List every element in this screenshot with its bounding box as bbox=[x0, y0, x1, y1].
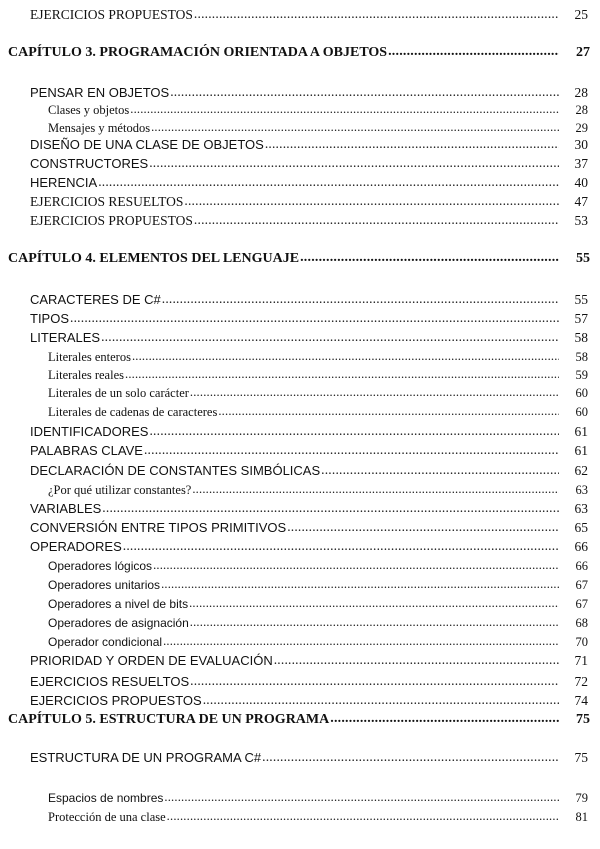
toc-entry-title: CAPÍTULO 3. PROGRAMACIÓN ORIENTADA A OBJETOS bbox=[8, 45, 388, 60]
toc-entry-page-number: 71 bbox=[574, 653, 588, 668]
toc-entry-title: PRIORIDAD Y ORDEN DE EVALUACIÓN bbox=[30, 653, 273, 668]
toc-section-entry bbox=[30, 462, 588, 480]
toc-entry-title: Literales reales bbox=[48, 368, 124, 382]
toc-section-entry bbox=[30, 136, 588, 154]
dot-leader bbox=[162, 290, 559, 308]
dot-leader bbox=[130, 100, 559, 118]
toc-entry-title: EJERCICIOS RESUELTOS bbox=[30, 194, 184, 209]
toc-entry-title: EJERCICIOS RESUELTOS bbox=[30, 674, 190, 689]
toc-entry-page-number: 63 bbox=[575, 483, 588, 497]
toc-entry-title: Espacios de nombres bbox=[48, 791, 164, 805]
toc-section-entry bbox=[30, 673, 588, 691]
toc-subsection-entry bbox=[48, 403, 588, 421]
dot-leader bbox=[194, 211, 559, 229]
toc-entry-page-number: 75 bbox=[574, 750, 588, 765]
toc-section-entry bbox=[30, 193, 588, 211]
toc-subsection-entry bbox=[48, 614, 588, 632]
toc-entry-title: CAPÍTULO 5. ESTRUCTURA DE UN PROGRAMA bbox=[8, 712, 330, 727]
toc-entry-page-number: 72 bbox=[574, 674, 588, 689]
toc-section-entry bbox=[30, 310, 588, 328]
toc-entry-page-number: 47 bbox=[574, 194, 588, 209]
dot-leader bbox=[262, 748, 559, 766]
toc-entry-title: CARACTERES DE C# bbox=[30, 292, 161, 307]
toc-entry-title: Literales de un solo carácter bbox=[48, 386, 189, 400]
toc-entry-page-number: 66 bbox=[575, 559, 588, 573]
toc-entry-page-number: 67 bbox=[575, 597, 588, 611]
dot-leader bbox=[151, 118, 559, 136]
toc-entry-title: HERENCIA bbox=[30, 175, 98, 190]
toc-entry-title: PALABRAS CLAVE bbox=[30, 443, 143, 458]
dot-leader bbox=[161, 575, 559, 593]
toc-section-entry bbox=[30, 329, 588, 347]
toc-chapter-entry bbox=[8, 711, 590, 729]
dot-leader bbox=[287, 518, 559, 536]
toc-section-entry bbox=[30, 212, 588, 230]
toc-entry-page-number: 25 bbox=[574, 7, 588, 22]
toc-entry-page-number: 30 bbox=[574, 137, 588, 152]
toc-entry-title: ESTRUCTURA DE UN PROGRAMA C# bbox=[30, 750, 262, 765]
toc-entry-page-number: 70 bbox=[575, 635, 588, 649]
toc-entry-page-number: 58 bbox=[574, 330, 588, 345]
dot-leader bbox=[170, 83, 559, 101]
toc-entry-page-number: 61 bbox=[574, 443, 588, 458]
toc-chapter-entry bbox=[8, 250, 590, 268]
toc-entry-title: Literales enteros bbox=[48, 350, 131, 364]
toc-subsection-entry bbox=[48, 808, 588, 826]
toc-section-entry bbox=[30, 500, 588, 518]
toc-entry-title: DECLARACIÓN DE CONSTANTES SIMBÓLICAS bbox=[30, 463, 321, 478]
dot-leader bbox=[388, 43, 559, 61]
dot-leader bbox=[149, 422, 559, 440]
toc-section-entry bbox=[30, 423, 588, 441]
toc-section-entry bbox=[30, 692, 588, 710]
toc-entry-page-number: 29 bbox=[575, 121, 588, 135]
dot-leader bbox=[218, 402, 559, 420]
dot-leader bbox=[274, 651, 559, 669]
toc-entry-title: PENSAR EN OBJETOS bbox=[30, 85, 170, 100]
toc-entry-page-number: 65 bbox=[574, 520, 588, 535]
toc-section-entry bbox=[30, 519, 588, 537]
dot-leader bbox=[132, 347, 559, 365]
toc-entry-page-number: 63 bbox=[574, 501, 588, 516]
toc-subsection-entry bbox=[48, 595, 588, 613]
dot-leader bbox=[125, 365, 559, 383]
toc-entry-page-number: 75 bbox=[576, 712, 590, 727]
dot-leader bbox=[184, 192, 559, 210]
toc-entry-page-number: 81 bbox=[575, 810, 588, 824]
toc-entry-title: Protección de una clase bbox=[48, 810, 166, 824]
toc-entry-title: Operadores de asignación bbox=[48, 616, 189, 630]
toc-entry-page-number: 28 bbox=[574, 85, 588, 100]
dot-leader bbox=[167, 807, 559, 825]
dot-leader bbox=[98, 173, 559, 191]
toc-entry-page-number: 68 bbox=[575, 616, 588, 630]
toc-entry-title: CONVERSIÓN ENTRE TIPOS PRIMITIVOS bbox=[30, 520, 287, 535]
toc-section-entry bbox=[30, 749, 588, 767]
toc-subsection-entry bbox=[48, 576, 588, 594]
toc-entry-page-number: 60 bbox=[575, 405, 588, 419]
toc-entry-title: TIPOS bbox=[30, 311, 70, 326]
dot-leader bbox=[102, 499, 559, 517]
toc-subsection-entry bbox=[48, 101, 588, 119]
toc-entry-page-number: 58 bbox=[575, 350, 588, 364]
toc-entry-page-number: 60 bbox=[575, 386, 588, 400]
toc-entry-page-number: 37 bbox=[574, 156, 588, 171]
toc-entry-page-number: 67 bbox=[575, 578, 588, 592]
toc-entry-title: Operadores a nivel de bits bbox=[48, 597, 189, 611]
toc-entry-page-number: 79 bbox=[575, 791, 588, 805]
toc-subsection-entry bbox=[48, 348, 588, 366]
toc-entry-title: EJERCICIOS PROPUESTOS bbox=[30, 693, 202, 708]
dot-leader bbox=[330, 710, 559, 728]
dot-leader bbox=[153, 556, 559, 574]
toc-entry-page-number: 57 bbox=[574, 311, 588, 326]
toc-entry-title: DISEÑO DE UNA CLASE DE OBJETOS bbox=[30, 137, 264, 152]
toc-entry-title: EJERCICIOS PROPUESTOS bbox=[30, 7, 193, 22]
toc-subsection-entry bbox=[48, 633, 588, 651]
toc-entry-title: Operadores lógicos bbox=[48, 559, 153, 573]
dot-leader bbox=[189, 594, 559, 612]
toc-subsection-entry bbox=[48, 384, 588, 402]
dot-leader bbox=[164, 788, 559, 806]
dot-leader bbox=[192, 480, 559, 498]
toc-entry-title: Literales de cadenas de caracteres bbox=[48, 405, 218, 419]
dot-leader bbox=[300, 249, 559, 267]
toc-entry-title: IDENTIFICADORES bbox=[30, 424, 149, 439]
toc-entry-title: Mensajes y métodos bbox=[48, 121, 151, 135]
dot-leader bbox=[190, 613, 559, 631]
toc-entry-title: CAPÍTULO 4. ELEMENTOS DEL LENGUAJE bbox=[8, 251, 300, 266]
dot-leader bbox=[190, 383, 559, 401]
toc-entry-title: Operador condicional bbox=[48, 635, 163, 649]
toc-entry-title: Operadores unitarios bbox=[48, 578, 161, 592]
toc-section-entry bbox=[30, 6, 588, 24]
toc-entry-page-number: 62 bbox=[574, 463, 588, 478]
dot-leader bbox=[194, 5, 559, 23]
toc-entry-page-number: 27 bbox=[576, 45, 590, 60]
dot-leader bbox=[123, 537, 559, 555]
toc-entry-page-number: 40 bbox=[574, 175, 588, 190]
dot-leader bbox=[163, 632, 559, 650]
dot-leader bbox=[203, 691, 559, 709]
toc-section-entry bbox=[30, 291, 588, 309]
toc-section-entry bbox=[30, 174, 588, 192]
dot-leader bbox=[149, 154, 559, 172]
toc-section-entry bbox=[30, 442, 588, 460]
dot-leader bbox=[321, 461, 559, 479]
dot-leader bbox=[265, 135, 559, 153]
toc-section-entry bbox=[30, 155, 588, 173]
toc-entry-page-number: 53 bbox=[574, 213, 588, 228]
toc-subsection-entry bbox=[48, 557, 588, 575]
dot-leader bbox=[70, 309, 559, 327]
toc-chapter-entry bbox=[8, 44, 590, 62]
toc-entry-page-number: 66 bbox=[574, 539, 588, 554]
toc-entry-title: VARIABLES bbox=[30, 501, 102, 516]
toc-entry-title: LITERALES bbox=[30, 330, 101, 345]
toc-entry-page-number: 55 bbox=[576, 251, 590, 266]
toc-entry-page-number: 28 bbox=[575, 103, 588, 117]
toc-entry-title: ¿Por qué utilizar constantes? bbox=[48, 483, 192, 497]
dot-leader bbox=[144, 441, 559, 459]
toc-entry-title: EJERCICIOS PROPUESTOS bbox=[30, 213, 193, 228]
toc-entry-page-number: 61 bbox=[574, 424, 588, 439]
toc-entry-page-number: 59 bbox=[575, 368, 588, 382]
toc-entry-page-number: 74 bbox=[574, 693, 588, 708]
dot-leader bbox=[190, 672, 559, 690]
toc-entry-title: Clases y objetos bbox=[48, 103, 130, 117]
dot-leader bbox=[101, 328, 559, 346]
toc-entry-title: CONSTRUCTORES bbox=[30, 156, 149, 171]
toc-subsection-entry bbox=[48, 481, 588, 499]
toc-section-entry bbox=[30, 538, 588, 556]
toc-section-entry bbox=[30, 652, 588, 670]
toc-entry-title: OPERADORES bbox=[30, 539, 122, 554]
toc-entry-page-number: 55 bbox=[574, 292, 588, 307]
toc-subsection-entry bbox=[48, 789, 588, 807]
toc-subsection-entry bbox=[48, 366, 588, 384]
